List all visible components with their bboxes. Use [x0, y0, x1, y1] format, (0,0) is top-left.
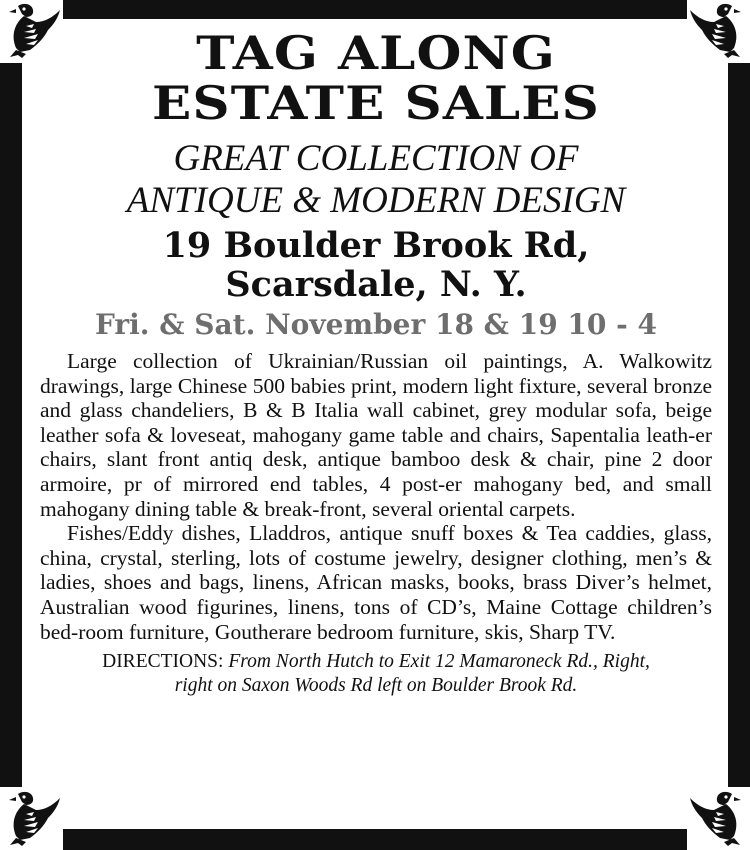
- title-line-1: TAG ALONG: [196, 26, 556, 80]
- border-right: [728, 63, 750, 787]
- subtitle-line-2: ANTIQUE & MODERN DESIGN: [126, 180, 626, 221]
- eagle-icon: [2, 788, 62, 848]
- address-line-1: 19 Boulder Brook Rd,: [162, 225, 590, 266]
- border-top: [63, 0, 687, 19]
- paragraph-2: Fishes/Eddy dishes, Lladdros, antique snuff boxes & Tea caddies, glass, china, crystal, sterling, lots of costume jewelry, designer clothing, men’s & ladies, shoes and bags, linens, African masks, books, brass Diver’s helmet, Australian wood figurines, linens, tons of CD’s, Maine Cottage children’s bed-room furniture, Goutherare bedroom furniture, skis, Sharp TV.: [40, 521, 712, 644]
- directions-line-2: right on Saxon Woods Rd left on Boulder Brook Rd.: [174, 675, 578, 697]
- ad-content: [40, 28, 712, 698]
- eagle-icon: [688, 788, 748, 848]
- border-bottom: [63, 829, 687, 850]
- ad-subtitle: [40, 138, 712, 222]
- sale-address: [40, 226, 712, 304]
- sale-dates: Fri. & Sat. November 18 & 19 10 - 4: [95, 308, 657, 341]
- item-description: [40, 349, 712, 644]
- directions: [40, 650, 712, 698]
- title-line-2: ESTATE SALES: [151, 76, 601, 130]
- subtitle-line-1: GREAT COLLECTION OF: [173, 138, 579, 179]
- paragraph-1: Large collection of Ukrainian/Russian oil paintings, A. Walkowitz drawings, large Chinese 500 babies print, modern light fixture, several bronze and glass chandeliers, B & B Italia wall cabinet, grey modular sofa, beige leather sofa & loveseat, mahogany game table and chairs, Sapentalia leath-er chairs, slant front antiq desk, antique bamboo desk & chair, pine 2 door armoire, pr of mirrored end tables, 4 post-er mahogany bed, and small mahogany dining table & break-front, several oriental carpets.: [40, 349, 712, 521]
- address-line-2: Scarsdale, N. Y.: [225, 264, 527, 305]
- border-left: [0, 63, 22, 787]
- directions-label: DIRECTIONS:: [102, 651, 224, 673]
- ad-title: [0, 28, 750, 128]
- directions-line-1: From North Hutch to Exit 12 Mamaroneck Rd., Right,: [228, 651, 650, 673]
